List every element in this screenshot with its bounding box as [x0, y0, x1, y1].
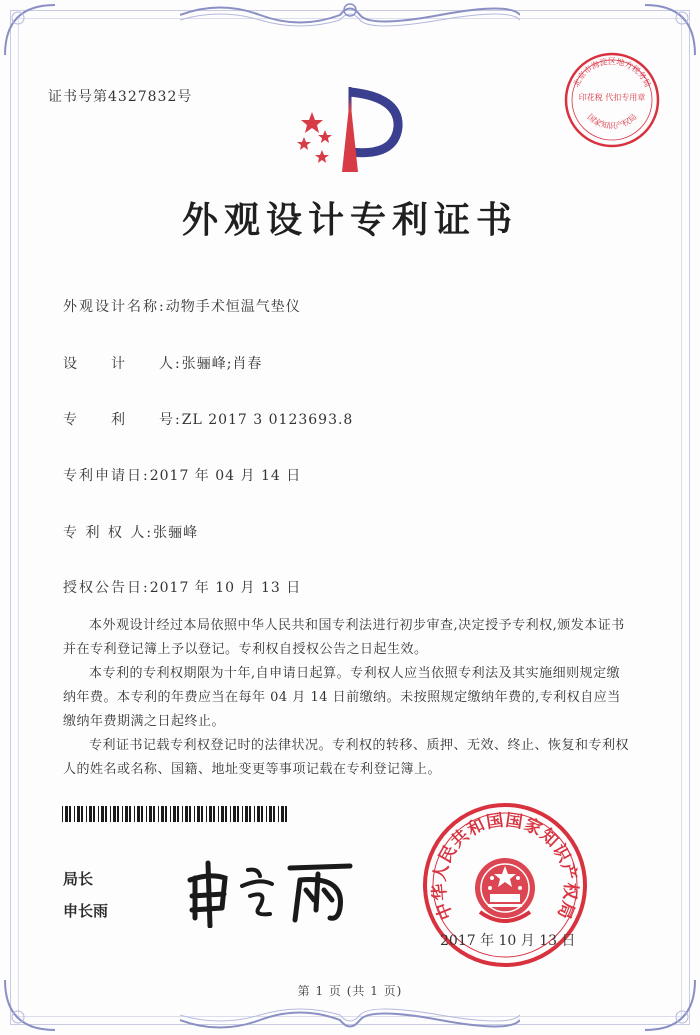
- certificate-body: [63, 614, 633, 782]
- top-ornament: [180, 0, 520, 30]
- svg-text:北京市海淀区地方税务局: [571, 56, 653, 88]
- field-value: 2017 年 04 月 14 日: [149, 468, 302, 484]
- field-patentee: [63, 522, 198, 542]
- official-seal-ring-text: 中华人民共和国国家知识产权局: [429, 810, 581, 923]
- field-label: 外观设计名称:: [63, 299, 166, 315]
- barcode: [62, 806, 288, 822]
- field-value: ZL 2017 3 0123693.8: [181, 412, 354, 428]
- body-paragraph: 专利证书记载专利权登记时的法律状况。专利权的转移、质押、无效、终止、恢复和专利权人的姓名或名称、国籍、地址变更等事项记载在专利登记簿上。: [63, 738, 630, 777]
- seal-date: 2017 年 10 月 13 日: [440, 933, 576, 949]
- field-value: 张骊峰: [153, 525, 199, 541]
- body-paragraph: 本专利的专利权期限为十年,自申请日起算。专利权人应当依照专利法及其实施细则规定缴纳年费。本专利的年费应当在每年 04 月 14 日前缴纳。未按照规定缴纳年费的,专利权自应当缴纳年费期满之日起终止。: [63, 666, 621, 729]
- page-number: 第 1 页 (共 1 页): [297, 984, 403, 998]
- certificate-title: 外观设计专利证书: [181, 199, 518, 241]
- field-label: 专 利 号:: [63, 412, 182, 428]
- field-grant-date: [63, 577, 301, 597]
- field-designer: [63, 353, 262, 373]
- field-patent-number: [63, 409, 353, 429]
- field-label: 专 利 权 人:: [63, 525, 154, 541]
- body-paragraph: 本外观设计经过本局依照中华人民共和国专利法进行初步审查,决定授予专利权,颁发本证书并在专利登记簿上予以登记。专利权自授权公告之日起生效。: [63, 618, 625, 657]
- director-name: 申长雨: [63, 902, 109, 920]
- field-design-name: [63, 296, 301, 316]
- patent-office-emblem-icon: [290, 82, 410, 182]
- field-application-date: [63, 465, 301, 485]
- bottom-ornament: [180, 1005, 520, 1035]
- corner-ornament-top-left: [0, 0, 60, 60]
- director-signature: [180, 848, 360, 928]
- tax-seal-bottom-text: 国家知识产权局: [585, 112, 639, 131]
- field-value: 张骊峰;肖春: [181, 356, 263, 372]
- field-label: 授权公告日:: [63, 580, 150, 596]
- svg-text:国家知识产权局: [586, 112, 639, 130]
- certificate-number: 证书号第4327832号: [48, 89, 193, 105]
- tax-stamp-seal: [562, 50, 662, 150]
- field-value: 2017 年 10 月 13 日: [149, 580, 302, 596]
- field-value: 动物手术恒温气垫仪: [165, 299, 301, 315]
- field-label: 专利申请日:: [63, 468, 150, 484]
- field-label: 设 计 人:: [63, 356, 182, 372]
- tax-seal-center-text: 印花税 代扣专用章: [578, 93, 646, 102]
- tax-seal-ring-text: 北京市海淀区地方税务局: [571, 57, 653, 89]
- director-title: 局长: [63, 870, 94, 888]
